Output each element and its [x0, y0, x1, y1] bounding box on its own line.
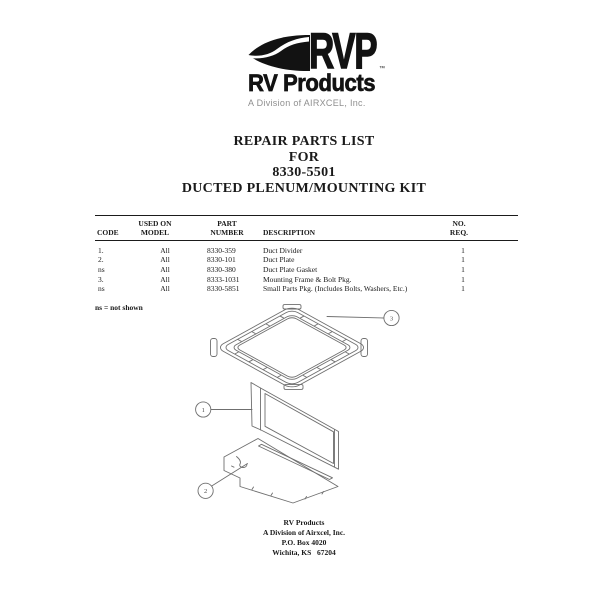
cell-req: 1 — [461, 274, 465, 284]
cell-req: 1 — [461, 255, 465, 265]
frame-left-tab — [211, 339, 218, 357]
cell-code: 2. — [98, 255, 104, 265]
col-header-model: MODEL — [140, 228, 170, 237]
document-title — [0, 134, 608, 196]
callout-2-label: 2 — [203, 488, 208, 496]
col-header-part: PART — [217, 219, 237, 228]
duct-divider-drawing — [251, 383, 339, 470]
col-header-used-on: USED ON — [138, 219, 172, 228]
cell-description: Duct Divider — [263, 245, 303, 255]
table-top-rule — [95, 215, 518, 216]
col-header-no: NO. — [452, 219, 466, 228]
cell-description: Duct Plate — [263, 255, 295, 265]
break-line-squiggle — [237, 457, 248, 468]
frame-right-tab — [361, 339, 368, 357]
cell-part-number: 8330-380 — [207, 264, 236, 274]
table-header-rule — [95, 240, 518, 241]
cell-model: All — [160, 274, 170, 284]
callout-3-label: 3 — [389, 315, 394, 323]
parts-table — [95, 215, 518, 300]
cell-code: ns — [98, 264, 105, 274]
cell-code: 3. — [98, 274, 104, 284]
cell-model: All — [160, 255, 170, 265]
cell-code: ns — [98, 284, 105, 294]
table-row — [95, 255, 518, 265]
logo-acronym: RVP — [309, 23, 377, 79]
footer-city-state-zip: Wichita, KS 67204 — [272, 548, 336, 557]
logo-tagline: A Division of AIRXCEL, Inc. — [248, 98, 366, 108]
logo-brand-name: RV Products — [248, 70, 376, 97]
col-header-code: CODE — [97, 228, 119, 237]
cell-model: All — [160, 264, 170, 274]
duct-plate-drawing — [224, 439, 338, 504]
trademark-icon: ™ — [379, 66, 385, 72]
cell-part-number: 8330-101 — [207, 255, 236, 265]
table-row — [95, 275, 518, 285]
ns-note: ns = not shown — [95, 303, 143, 312]
cell-model: All — [160, 245, 170, 255]
table-row — [95, 284, 518, 294]
cell-req: 1 — [461, 245, 465, 255]
table-row — [95, 246, 518, 256]
col-header-req: REQ. — [449, 228, 469, 237]
callout-3 — [327, 310, 399, 325]
exploded-view-diagram — [190, 299, 402, 505]
cell-part-number: 8330-5851 — [207, 284, 240, 294]
footer-po-box: P.O. Box 4020 — [281, 538, 327, 547]
callout-1 — [196, 402, 252, 417]
cell-description: Mounting Frame & Bolt Pkg. — [263, 274, 352, 284]
title-line-3-part-number: 8330-5501 — [272, 165, 336, 181]
table-row — [95, 265, 518, 275]
cell-req: 1 — [461, 264, 465, 274]
col-header-number: NUMBER — [210, 228, 244, 237]
title-line-1: REPAIR PARTS LIST — [233, 134, 375, 149]
cell-part-number: 8330-359 — [207, 245, 236, 255]
cell-model: All — [160, 284, 170, 294]
title-line-4-kit-name: DUCTED PLENUM/MOUNTING KIT — [181, 180, 427, 196]
cell-description: Small Parts Pkg. (Includes Bolts, Washers, Etc.) — [263, 284, 408, 294]
rvp-road-swoosh-icon — [247, 33, 311, 73]
title-line-2: FOR — [288, 149, 320, 165]
footer-company: RV Products — [283, 518, 325, 527]
footer-division: A Division of Airxcel, Inc. — [262, 528, 346, 537]
cell-code: 1. — [98, 245, 104, 255]
callout-1-label: 1 — [201, 406, 205, 414]
cell-req: 1 — [461, 284, 465, 294]
logo — [0, 0, 608, 115]
cell-part-number: 8333-1031 — [207, 274, 240, 284]
cell-description: Duct Plate Gasket — [263, 264, 318, 274]
footer-address — [0, 518, 608, 558]
col-header-description: DESCRIPTION — [263, 228, 316, 237]
